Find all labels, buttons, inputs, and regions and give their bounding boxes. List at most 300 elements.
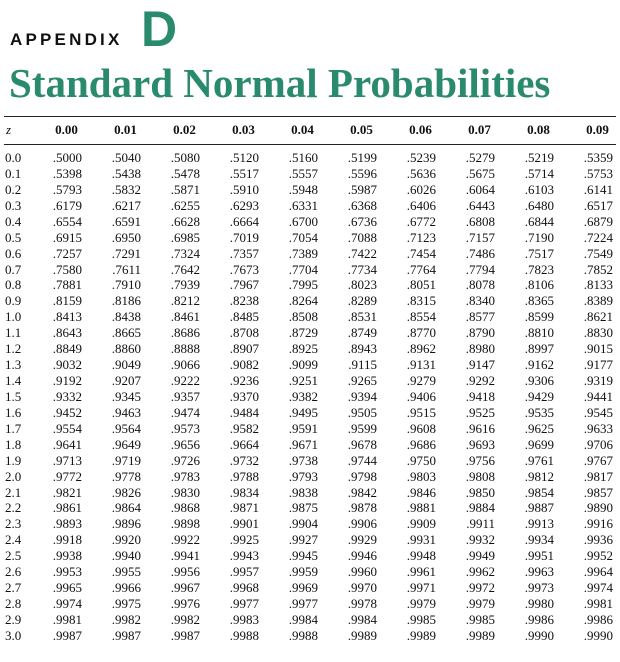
probability-cell: .8621 (583, 309, 613, 325)
probability-cell: .9641 (52, 436, 82, 452)
probability-cell: .5714 (524, 165, 554, 181)
probability-cell: .9706 (583, 436, 613, 452)
probability-cell: .6554 (52, 213, 82, 229)
probability-cell: .9979 (465, 596, 495, 612)
probability-cell: .9971 (406, 580, 436, 596)
column-header: 0.03 (232, 122, 255, 137)
probability-cell: .6772 (406, 213, 436, 229)
table-row (0, 516, 620, 532)
z-value-cell: 2.0 (5, 468, 22, 484)
probability-cell: .7704 (288, 261, 318, 277)
z-value-cell: 1.3 (5, 357, 22, 373)
probability-cell: .5040 (111, 150, 141, 165)
probability-cell: .9987 (52, 627, 82, 643)
probability-cell: .8599 (524, 309, 554, 325)
probability-cell: .5987 (347, 181, 377, 197)
column-header: 0.04 (291, 122, 314, 137)
probability-cell: .9656 (170, 436, 200, 452)
probability-cell: .9952 (583, 548, 613, 564)
probability-cell: .5080 (170, 150, 200, 165)
probability-cell: .8997 (524, 341, 554, 357)
probability-cell: .9986 (583, 611, 613, 627)
probability-cell: .9987 (170, 627, 200, 643)
probability-cell: .9955 (111, 564, 141, 580)
probability-cell: .7454 (406, 245, 436, 261)
probability-cell: .7967 (229, 277, 259, 293)
probability-cell: .7580 (52, 261, 82, 277)
probability-cell: .9911 (466, 516, 495, 532)
probability-cell: .9830 (170, 484, 200, 500)
probability-cell: .8749 (347, 325, 377, 341)
z-value-cell: 2.2 (5, 500, 22, 516)
probability-cell: .9986 (524, 611, 554, 627)
z-value-cell: 2.5 (5, 548, 22, 564)
table-row (0, 277, 620, 293)
probability-cell: .7257 (52, 245, 82, 261)
probability-cell: .9441 (583, 388, 613, 404)
probability-cell: .8438 (111, 309, 141, 325)
probability-cell: .6480 (524, 197, 554, 213)
probability-cell: .5359 (583, 150, 613, 165)
probability-cell: .7910 (111, 277, 141, 293)
probability-cell: .9984 (288, 611, 318, 627)
probability-cell: .9357 (170, 388, 200, 404)
z-value-cell: 0.7 (5, 261, 22, 277)
probability-cell: .7852 (583, 261, 613, 277)
table-row (0, 389, 620, 405)
probability-cell: .9906 (347, 516, 377, 532)
probability-cell: .8980 (465, 341, 495, 357)
probability-cell: .9979 (406, 596, 436, 612)
probability-cell: .9951 (524, 548, 554, 564)
probability-cell: .9535 (524, 404, 554, 420)
probability-cell: .5557 (288, 165, 318, 181)
z-value-cell: 0.6 (5, 245, 22, 261)
probability-cell: .9988 (229, 627, 259, 643)
probability-cell: .9582 (229, 420, 259, 436)
probability-cell: .9251 (288, 373, 318, 389)
z-value-cell: 2.6 (5, 564, 22, 580)
probability-cell: .9750 (406, 452, 436, 468)
probability-cell: .5910 (229, 181, 259, 197)
probability-cell: .8665 (111, 325, 141, 341)
z-value-cell: 0.9 (5, 293, 22, 309)
probability-cell: .9968 (229, 580, 259, 596)
probability-cell: .9970 (347, 580, 377, 596)
probability-cell: .9545 (583, 404, 613, 420)
probability-cell: .8531 (347, 309, 377, 325)
probability-cell: .8212 (170, 293, 200, 309)
probability-cell: .6103 (524, 181, 554, 197)
probability-cell: .6664 (229, 213, 259, 229)
probability-cell: .6628 (170, 213, 200, 229)
probability-cell: .7054 (288, 229, 318, 245)
probability-cell: .9927 (288, 532, 318, 548)
probability-cell: .9515 (406, 404, 436, 420)
table-row (0, 421, 620, 437)
column-header: 0.05 (350, 122, 373, 137)
probability-cell: .9495 (288, 404, 318, 420)
table-row (0, 230, 620, 246)
probability-cell: .7881 (52, 277, 82, 293)
probability-cell: .8106 (524, 277, 554, 293)
probability-cell: .7673 (229, 261, 259, 277)
probability-cell: .9732 (229, 452, 259, 468)
column-header: 0.06 (409, 122, 432, 137)
probability-cell: .9854 (524, 484, 554, 500)
probability-cell: .9850 (465, 484, 495, 500)
z-value-cell: 1.9 (5, 452, 22, 468)
probability-cell: .7794 (465, 261, 495, 277)
z-value-cell: 1.7 (5, 420, 22, 436)
probability-cell: .9960 (347, 564, 377, 580)
probability-cell: .9474 (170, 404, 200, 420)
probability-cell: .9890 (583, 500, 613, 516)
probability-cell: .9990 (583, 627, 613, 643)
probability-cell: .9177 (583, 357, 613, 373)
table-row (0, 532, 620, 548)
probability-cell: .9974 (583, 580, 613, 596)
probability-cell: .9803 (406, 468, 436, 484)
probability-cell: .9131 (406, 357, 436, 373)
probability-cell: .9987 (111, 627, 141, 643)
table-row (0, 548, 620, 564)
probability-cell: .9207 (111, 373, 141, 389)
probability-cell: .9686 (406, 436, 436, 452)
probability-cell: .8389 (583, 293, 613, 309)
probability-cell: .9985 (465, 611, 495, 627)
probability-cell: .9920 (111, 532, 141, 548)
probability-cell: .9898 (170, 516, 200, 532)
probability-cell: .9738 (288, 452, 318, 468)
probability-cell: .9484 (229, 404, 259, 420)
probability-cell: .5199 (347, 150, 377, 165)
table-row (0, 150, 620, 166)
probability-cell: .8238 (229, 293, 259, 309)
z-value-cell: 2.9 (5, 611, 22, 627)
probability-cell: .7190 (524, 229, 554, 245)
probability-cell: .9452 (52, 404, 82, 420)
z-value-cell: 1.6 (5, 404, 22, 420)
probability-cell: .9726 (170, 452, 200, 468)
probability-cell: .9429 (524, 388, 554, 404)
probability-cell: .9931 (406, 532, 436, 548)
probability-cell: .8133 (583, 277, 613, 293)
probability-cell: .6368 (347, 197, 377, 213)
probability-cell: .9945 (288, 548, 318, 564)
probability-cell: .9929 (347, 532, 377, 548)
probability-cell: .9940 (111, 548, 141, 564)
probability-cell: .6141 (583, 181, 613, 197)
table-row (0, 309, 620, 325)
probability-cell: .8643 (52, 325, 82, 341)
probability-cell: .9990 (524, 627, 554, 643)
probability-cell: .7389 (288, 245, 318, 261)
probability-cell: .9505 (347, 404, 377, 420)
probability-cell: .9973 (524, 580, 554, 596)
probability-cell: .8078 (465, 277, 495, 293)
z-value-cell: 1.1 (5, 325, 22, 341)
probability-cell: .9981 (583, 596, 613, 612)
probability-cell: .8849 (52, 341, 82, 357)
probability-cell: .9418 (465, 388, 495, 404)
probability-cell: .9345 (111, 388, 141, 404)
probability-cell: .9394 (347, 388, 377, 404)
probability-cell: .8888 (170, 341, 200, 357)
probability-cell: .9857 (583, 484, 613, 500)
probability-cell: .9099 (288, 357, 318, 373)
probability-cell: .9861 (52, 500, 82, 516)
probability-cell: .7291 (111, 245, 141, 261)
table-row (0, 628, 620, 644)
probability-cell: .8790 (465, 325, 495, 341)
probability-cell: .9842 (347, 484, 377, 500)
probability-cell: .5398 (52, 165, 82, 181)
probability-cell: .9868 (170, 500, 200, 516)
table-row (0, 469, 620, 485)
probability-cell: .9332 (52, 388, 82, 404)
z-value-cell: 2.1 (5, 484, 22, 500)
z-value-cell: 2.7 (5, 580, 22, 596)
appendix-label: APPENDIX (10, 30, 123, 49)
probability-cell: .6293 (229, 197, 259, 213)
probability-cell: .9821 (52, 484, 82, 500)
probability-cell: .9982 (111, 611, 141, 627)
probability-cell: .5120 (229, 150, 259, 165)
probability-cell: .9985 (406, 611, 436, 627)
probability-cell: .8577 (465, 309, 495, 325)
table-row (0, 262, 620, 278)
probability-cell: .8159 (52, 293, 82, 309)
probability-cell: .9049 (111, 357, 141, 373)
probability-cell: .9678 (347, 436, 377, 452)
probability-cell: .9826 (111, 484, 141, 500)
table-row (0, 341, 620, 357)
probability-cell: .9838 (288, 484, 318, 500)
probability-cell: .6808 (465, 213, 495, 229)
table-row (0, 166, 620, 182)
probability-cell: .5517 (229, 165, 259, 181)
probability-cell: .9798 (347, 468, 377, 484)
probability-cell: .9115 (348, 357, 377, 373)
probability-cell: .5832 (111, 181, 141, 197)
table-row (0, 198, 620, 214)
probability-cell: .9066 (170, 357, 200, 373)
table-row (0, 357, 620, 373)
probability-cell: .9946 (347, 548, 377, 564)
probability-cell: .9744 (347, 452, 377, 468)
probability-cell: .6179 (52, 197, 82, 213)
probability-cell: .9265 (347, 373, 377, 389)
probability-cell: .9966 (111, 580, 141, 596)
probability-cell: .7123 (406, 229, 436, 245)
probability-cell: .5636 (406, 165, 436, 181)
probability-cell: .8315 (406, 293, 436, 309)
table-row (0, 373, 620, 389)
probability-cell: .8729 (288, 325, 318, 341)
probability-cell: .8943 (347, 341, 377, 357)
probability-cell: .8365 (524, 293, 554, 309)
z-value-cell: 1.2 (5, 341, 22, 357)
z-value-cell: 2.8 (5, 596, 22, 612)
probability-cell: .9988 (288, 627, 318, 643)
table-row (0, 612, 620, 628)
probability-cell: .9292 (465, 373, 495, 389)
probability-cell: .7157 (465, 229, 495, 245)
probability-cell: .9925 (229, 532, 259, 548)
probability-cell: .6915 (52, 229, 82, 245)
probability-cell: .9976 (170, 596, 200, 612)
probability-cell: .9974 (52, 596, 82, 612)
table-row (0, 214, 620, 230)
probability-cell: .7734 (347, 261, 377, 277)
probability-cell: .8461 (170, 309, 200, 325)
probability-cell: .7642 (170, 261, 200, 277)
z-value-cell: 0.3 (5, 197, 22, 213)
probability-cell: .9772 (52, 468, 82, 484)
probability-cell: .9719 (111, 452, 141, 468)
z-value-cell: 1.5 (5, 388, 22, 404)
z-value-cell: 0.5 (5, 229, 22, 245)
probability-cell: .9981 (52, 611, 82, 627)
probability-cell: .6736 (347, 213, 377, 229)
probability-cell: .9370 (229, 388, 259, 404)
probability-cell: .9961 (406, 564, 436, 580)
column-header: 0.08 (527, 122, 550, 137)
probability-cell: .9934 (524, 532, 554, 548)
probability-cell: .9699 (524, 436, 554, 452)
z-value-cell: 2.4 (5, 532, 22, 548)
z-value-cell: 2.3 (5, 516, 22, 532)
probability-cell: .9633 (583, 420, 613, 436)
z-value-cell: 3.0 (5, 627, 22, 643)
probability-cell: .9977 (288, 596, 318, 612)
probability-cell: .9901 (229, 516, 259, 532)
probability-cell: .9956 (170, 564, 200, 580)
probability-cell: .8708 (229, 325, 259, 341)
z-value-cell: 0.0 (5, 150, 22, 165)
probability-cell: .7486 (465, 245, 495, 261)
probability-cell: .6879 (583, 213, 613, 229)
z-value-cell: 0.2 (5, 181, 22, 197)
probability-cell: .9916 (583, 516, 613, 532)
probability-cell: .9713 (52, 452, 82, 468)
probability-cell: .9767 (583, 452, 613, 468)
probability-cell: .5000 (52, 150, 82, 165)
probability-cell: .8770 (406, 325, 436, 341)
probability-cell: .9965 (52, 580, 82, 596)
probability-cell: .9319 (583, 373, 613, 389)
probability-cell: .9875 (288, 500, 318, 516)
probability-cell: .9964 (583, 564, 613, 580)
probability-cell: .9975 (111, 596, 141, 612)
probability-cell: .9984 (347, 611, 377, 627)
probability-cell: .9693 (465, 436, 495, 452)
table-row (0, 182, 620, 198)
probability-cell: .9788 (229, 468, 259, 484)
probability-cell: .5871 (170, 181, 200, 197)
probability-cell: .9957 (229, 564, 259, 580)
probability-cell: .8830 (583, 325, 613, 341)
probability-cell: .7939 (170, 277, 200, 293)
probability-cell: .8340 (465, 293, 495, 309)
probability-cell: .7764 (406, 261, 436, 277)
probability-cell: .8962 (406, 341, 436, 357)
probability-cell: .9878 (347, 500, 377, 516)
probability-cell: .9989 (347, 627, 377, 643)
probability-cell: .6406 (406, 197, 436, 213)
probability-cell: .9941 (170, 548, 200, 564)
probability-cell: .9834 (229, 484, 259, 500)
probability-cell: .9913 (524, 516, 554, 532)
probability-cell: .9525 (465, 404, 495, 420)
probability-cell: .6591 (111, 213, 141, 229)
probability-cell: .8186 (111, 293, 141, 309)
probability-cell: .9948 (406, 548, 436, 564)
probability-cell: .9222 (170, 373, 200, 389)
probability-cell: .6064 (465, 181, 495, 197)
probability-cell: .5239 (406, 150, 436, 165)
probability-cell: .9989 (465, 627, 495, 643)
probability-cell: .8413 (52, 309, 82, 325)
table-row (0, 485, 620, 501)
probability-cell: .7019 (229, 229, 259, 245)
probability-cell: .9147 (465, 357, 495, 373)
probability-cell: .6700 (288, 213, 318, 229)
probability-cell: .9817 (583, 468, 613, 484)
probability-cell: .9616 (465, 420, 495, 436)
probability-cell: .9936 (583, 532, 613, 548)
probability-cell: .8264 (288, 293, 318, 309)
probability-cell: .9279 (406, 373, 436, 389)
probability-cell: .9591 (288, 420, 318, 436)
z-value-cell: 1.8 (5, 436, 22, 452)
probability-cell: .7088 (347, 229, 377, 245)
probability-cell: .9887 (524, 500, 554, 516)
probability-cell: .9015 (583, 341, 613, 357)
probability-cell: .8860 (111, 341, 141, 357)
column-header: 0.01 (114, 122, 137, 137)
probability-cell: .7549 (583, 245, 613, 261)
probability-cell: .6985 (170, 229, 200, 245)
probability-cell: .5438 (111, 165, 141, 181)
table-top-rule (4, 116, 616, 117)
probability-cell: .9192 (52, 373, 82, 389)
probability-cell: .9812 (524, 468, 554, 484)
probability-cell: .9989 (406, 627, 436, 643)
probability-cell: .9761 (524, 452, 554, 468)
probability-cell: .9922 (170, 532, 200, 548)
probability-cell: .9778 (111, 468, 141, 484)
probability-cell: .6255 (170, 197, 200, 213)
probability-cell: .9953 (52, 564, 82, 580)
probability-cell: .9573 (170, 420, 200, 436)
z-value-cell: 1.0 (5, 309, 22, 325)
probability-cell: .9980 (524, 596, 554, 612)
probability-cell: .5675 (465, 165, 495, 181)
probability-cell: .7324 (170, 245, 200, 261)
probability-cell: .9959 (288, 564, 318, 580)
probability-cell: .9982 (170, 611, 200, 627)
table-row (0, 325, 620, 341)
probability-cell: .9406 (406, 388, 436, 404)
probability-cell: .9032 (52, 357, 82, 373)
probability-cell: .8925 (288, 341, 318, 357)
probability-cell: .5596 (347, 165, 377, 181)
probability-cell: .5478 (170, 165, 200, 181)
probability-cell: .9306 (524, 373, 554, 389)
probability-cell: .9864 (111, 500, 141, 516)
